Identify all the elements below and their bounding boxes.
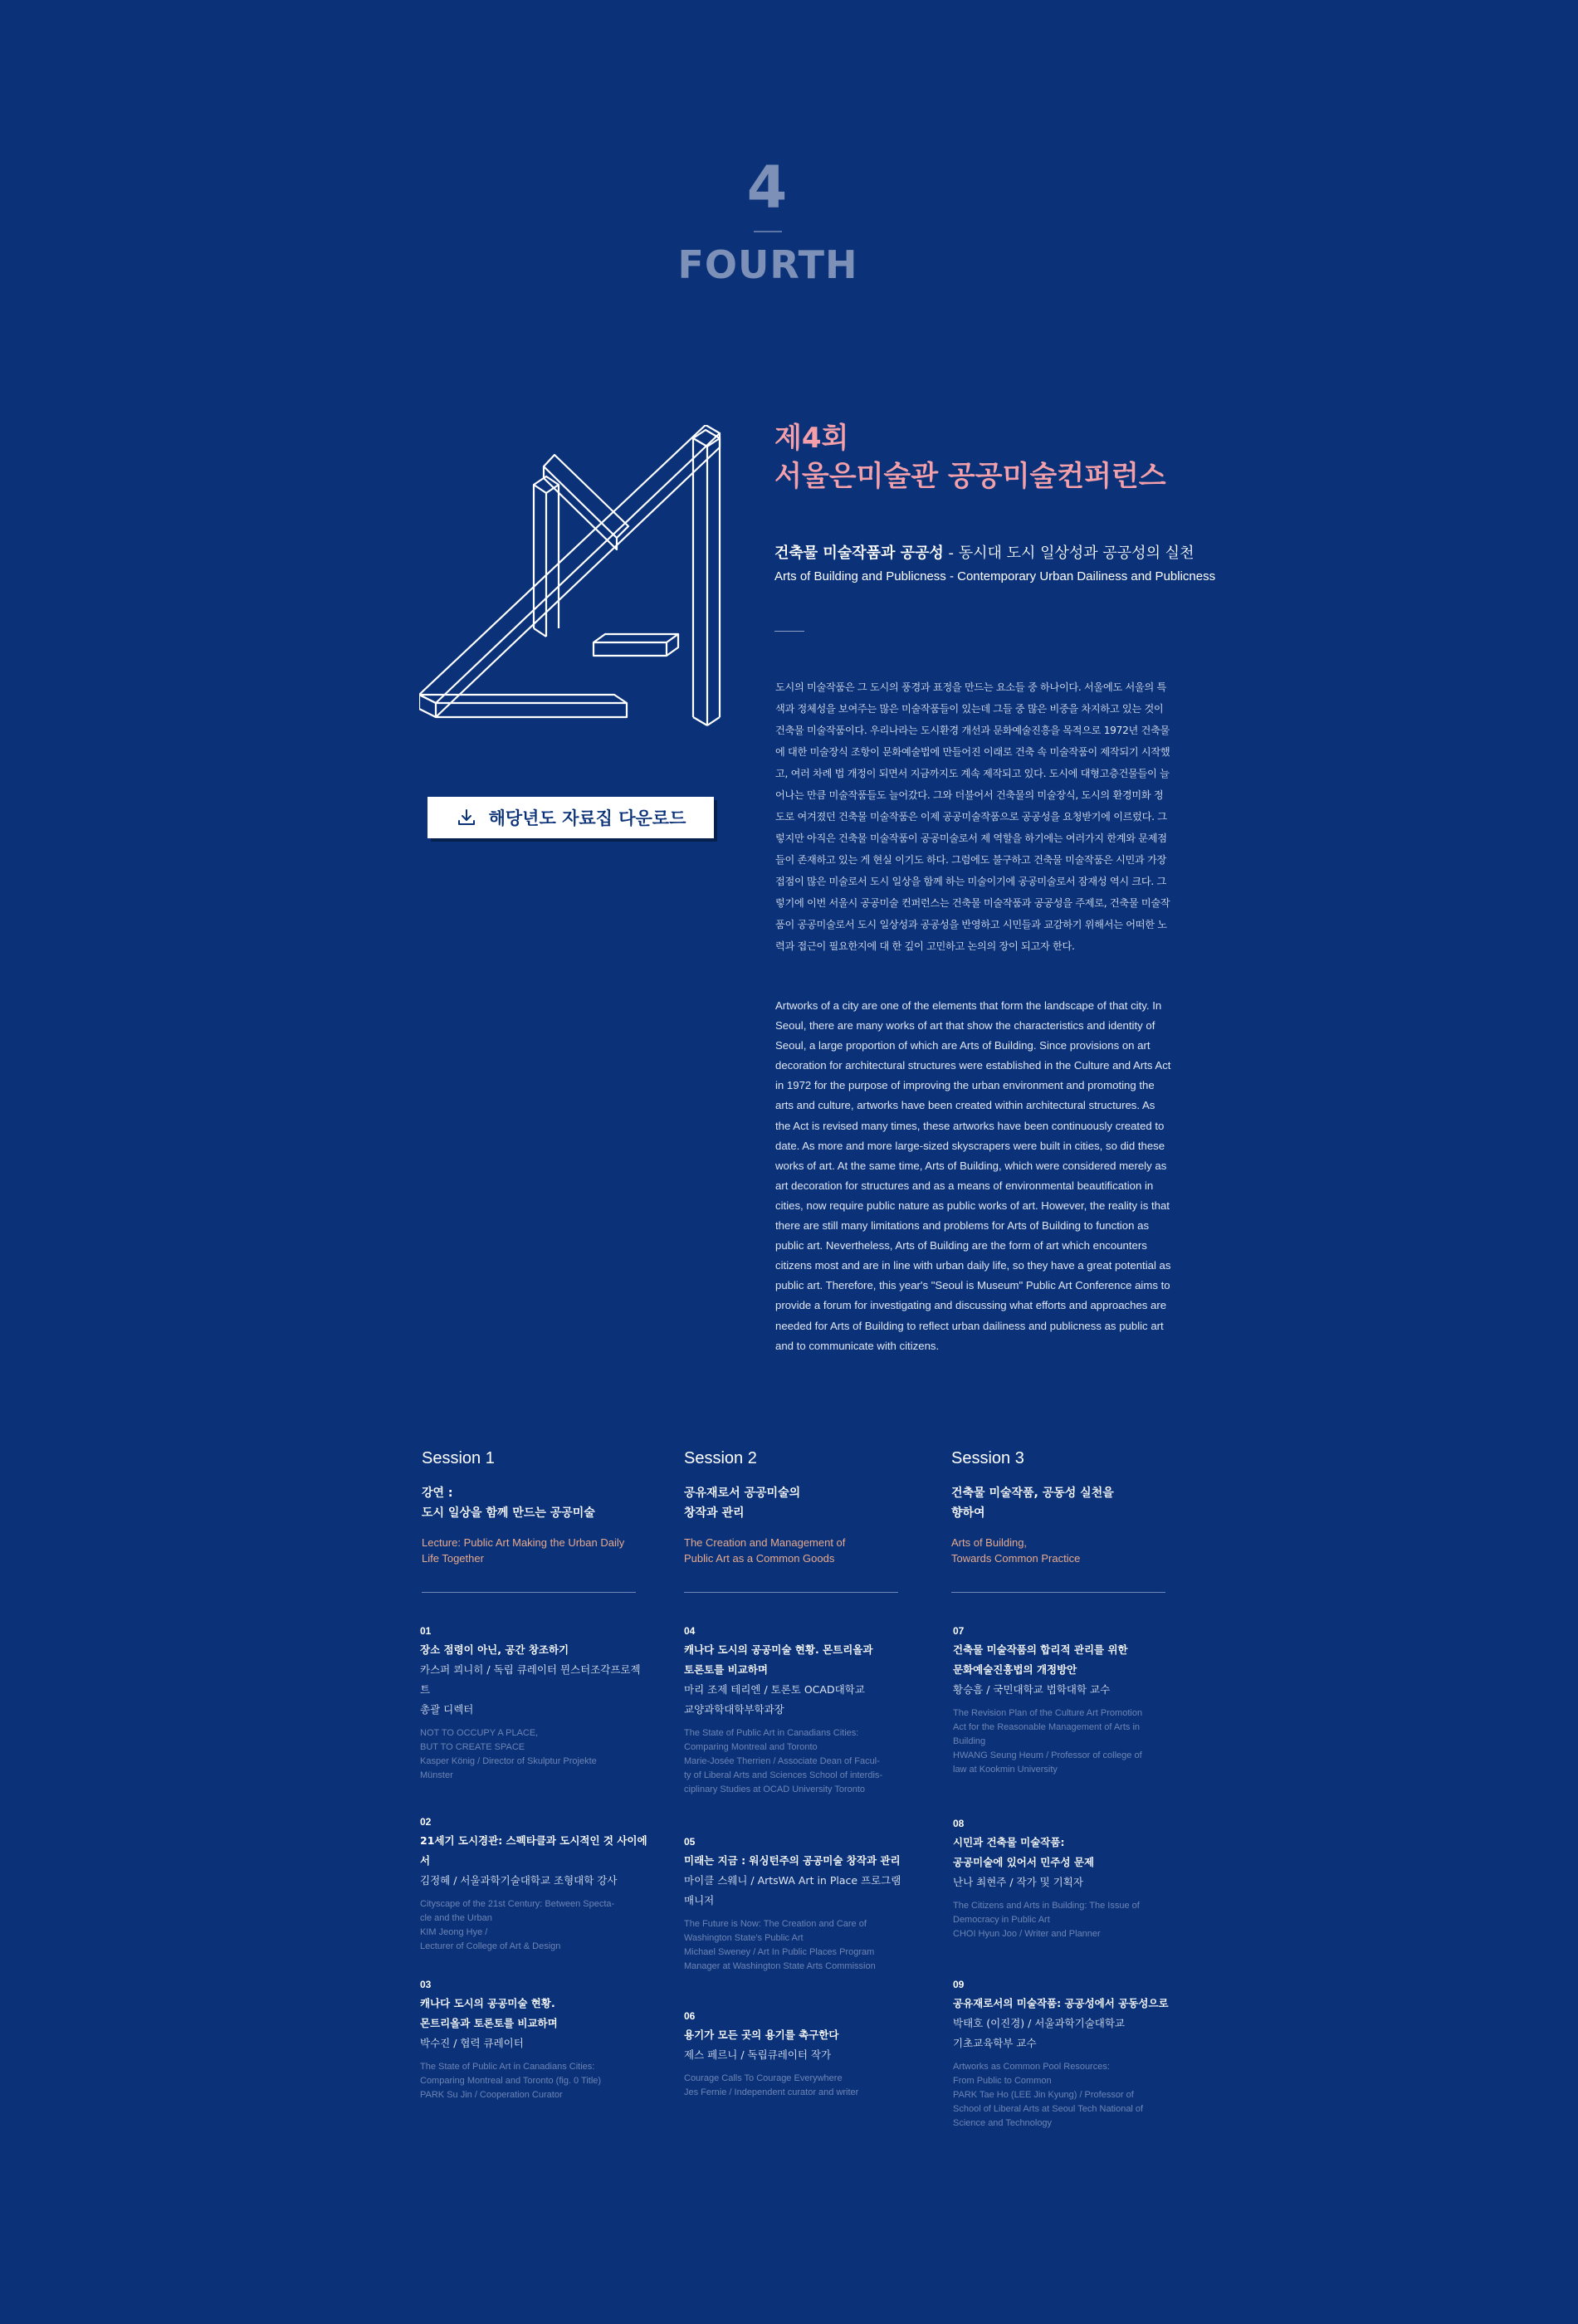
talk-title: 장소 점령이 아닌, 공간 창조하기 [420,1643,569,1656]
session-title: Session 1 [422,1449,495,1467]
talk-item [953,1979,1181,2131]
talk-english: The State of Public Art in Canadians Cities: Comparing Montreal and Toronto (fig. 0 Title) PARK Su Jin / Cooperation Curator [420,2062,602,2100]
talk-speaker: 카스퍼 쾨니히 / 독립 큐레이터 뮌스터조각프로젝트 총괄 디렉터 [420,1663,641,1716]
title-edition: 제4회 [774,422,849,455]
talk-number: 01 [420,1625,432,1637]
talk-title: 21세기 도시경관: 스펙타클과 도시적인 것 사이에서 [420,1834,647,1867]
talk-speaker: 박수진 / 협력 큐레이터 [420,2037,524,2049]
session-2 [684,1449,916,1566]
talk-speaker: 박태호 (이진경) / 서울과학기술대학교 기초교육학부 교수 [953,2017,1126,2049]
session-topic-en: Arts of Building, Towards Common Practice [951,1536,1081,1565]
talk-speaker: 황승흠 / 국민대학교 법학대학 교수 [953,1683,1111,1696]
intro-korean: 도시의 미술작품은 그 도시의 풍경과 표정을 만드는 요소들 중 하나이다. 서울에도 서울의 특색과 정체성을 보여주는 많은 미술작품들이 있는데 그들 중 많은 비중을 차지하고 있는 것이 건축물 미술작품이다. 우리나라는 도시환경 개선과 문화예술진흥을 목적으로 1972년 건축물에 대한 미술장식 조항이 문화예술법에 만들어진 이래로 건축 속 미술작품이 제작되기 시작했고, 여러 차례 법 개정이 되면서 지금까지도 계속 제작되고 있다. 도시에 대형고층건물들이 늘어나는 만큼 미술작품들도 늘어갔다. 그와 더불어서 건축물의 미술장식, 도시의 환경미화 정도로 여겨졌던 건축물 미술작품은 이제 공공미술작품으로 공공성을 요청받기에 이르렀다. 그렇지만 아직은 건축물 미술작품이 공공미술로서 제 역할을 하기에는 여러가지 한계와 문제점들이 존재하고 있는 게 현실 이기도 하다. 그럼에도 불구하고 건축물 미술작품은 시민과 가장 접점이 많은 미술로서 도시 일상을 함께 하는 미술이기에 공공미술로서 잠재성 역시 크다. 그렇기에 이번 서울시 공공미술 컨퍼런스는 건축물 미술작품과 공공성을 주제로, 건축물 미술작품이 공공미술로서 도시 일상성과 공공성을 반영하고 시민들과 교감하기 위해서는 어떠한 노력과 접근이 필요한지에 대 한 깊이 고민하고 논의의 장이 되고자 한다. [775,681,1170,952]
talk-title: 캐나다 도시의 공공미술 현황. 몬트리올과 토론토를 비교하며 [684,1643,873,1676]
talk-speaker: 마리 조제 테리엔 / 토론토 OCAD대학교 교양과학대학부학과장 [684,1683,865,1716]
conference-logo-icon [419,425,768,728]
conference-title [774,419,1166,496]
session-topic-ko: 공유재로서 공공미술의 창작과 관리 [684,1487,801,1520]
talk-number: 04 [684,1625,696,1637]
title-divider [774,631,804,632]
talk-item [684,1836,912,1974]
talk-title: 용기가 모든 곳의 용기를 촉구한다 [684,2029,839,2041]
talk-item [420,1625,648,1783]
subtitle-korean [774,541,1194,563]
talk-item [420,1816,648,1954]
talk-speaker: 제스 페르니 / 독립큐레이터 작가 [684,2048,832,2061]
talk-number: 06 [684,2010,696,2022]
talk-title: 공유재로서의 미술작품: 공공성에서 공동성으로 [953,1997,1169,2009]
session-topic-en: Lecture: Public Art Making the Urban Daily Life Together [422,1536,625,1565]
download-label: 해당년도 자료집 다운로드 [488,808,686,828]
talk-speaker: 마이클 스웨니 / ArtsWA Art in Place 프로그램 매니저 [684,1874,901,1907]
session-divider [684,1592,898,1593]
session-1 [422,1449,654,1566]
talk-english: The Future is Now: The Creation and Care of Washington State's Public Art Michael Sweney / Art In Public Places Program Manager at Washington State Arts Commission [684,1919,876,1971]
talk-number: 03 [420,1979,432,1990]
title-name: 서울은미술관 공공미술컨퍼런스 [774,460,1166,493]
talk-item [420,1979,648,2102]
talk-title: 시민과 건축물 미술작품: 공공미술에 있어서 민주성 문제 [953,1836,1095,1868]
talk-number: 02 [420,1816,432,1828]
session-divider [951,1592,1165,1593]
edition-word: FOURTH [677,242,858,287]
session-topic-en: The Creation and Management of Public Art as a Common Goods [684,1536,846,1565]
session-title: Session 2 [684,1449,757,1467]
talk-title: 캐나다 도시의 공공미술 현황. 몬트리올과 토론토를 비교하며 [420,1997,558,2029]
edition-number: 4 [746,154,789,222]
talk-number: 08 [953,1818,965,1829]
talk-english: The State of Public Art in Canadians Cities: Comparing Montreal and Toronto Marie-Josée Therrien / Associate Dean of Facul- ty of Liberal Arts and Sciences School of interdis- ciplinary Studies at OCAD University Toronto [684,1728,883,1794]
talk-number: 05 [684,1836,696,1848]
session-topic-ko: 건축물 미술작품, 공동성 실천을 향하여 [951,1487,1114,1520]
talk-item [953,1625,1181,1777]
talk-item [684,2010,912,2100]
download-icon [456,807,477,828]
intro-english: Artworks of a city are one of the elements that form the landscape of that city. In Seoul, there are many works of art that show the characteristics and identity of Seoul, a large proportion of which are Arts of Building. Since provisions on art decoration for architectural structures were established in the Culture and Arts Act in 1972 for the purpose of improving the urban environment and promoting the arts and culture, artworks have been created within architectural structures. As the Act is revised many times, these artworks have been continuously created to date. As more and more large-sized skyscrapers were built in cities, so did these works of art. At the same time, Arts of Building, which were considered merely as art decoration for structures and as a means of environmental beautification in cities, now require public nature as public works of art. However, the reality is that there are still many limitations and problems for Arts of Building to function as public art. Nevertheless, Arts of Building are the form of art which encounters citizens most and are in line with urban daily life, so they have a great potential as public art. Therefore, this year's "Seoul is Museum" Public Art Conference aims to provide a forum for investigating and discussing what efforts and approaches are needed for Arts of Building to reflect urban dailiness and publicness as public art and to communicate with citizens. [775,999,1171,1352]
talk-number: 07 [953,1625,965,1637]
session-3 [951,1449,1184,1566]
talk-english: Courage Calls To Courage Everywhere Jes Fernie / Independent curator and writer [684,2073,859,2097]
talk-item [953,1818,1181,1941]
session-title: Session 3 [951,1449,1024,1467]
talk-speaker: 김정혜 / 서울과학기술대학교 조형대학 강사 [420,1874,618,1887]
subtitle-english: Arts of Building and Publicness - Contemporary Urban Dailiness and Publicness [774,569,1216,583]
talk-title: 건축물 미술작품의 합리적 관리를 위한 문화예술진흥법의 개정방안 [953,1643,1128,1676]
download-archive-button[interactable] [427,797,714,838]
hero-divider [754,231,782,232]
subtitle-theme: 건축물 미술작품과 공공성 [774,544,944,562]
talk-english: Artworks as Common Pool Resources: From Public to Common PARK Tae Ho (LEE Jin Kyung) / Professor of School of Liberal Arts at Seoul Tech National of Science and Technology [953,2062,1144,2128]
talk-speaker: 난나 최현주 / 작가 및 기획자 [953,1876,1083,1888]
talk-title: 미래는 지금 : 워싱턴주의 공공미술 창작과 관리 [684,1854,901,1867]
talk-english: Cityscape of the 21st Century: Between Specta- cle and the Urban KIM Jeong Hye / Lecturer of College of Art & Design [420,1899,615,1951]
talk-english: The Revision Plan of the Culture Art Promotion Act for the Reasonable Management of Arts in Building HWANG Seung Heum / Professor of college of law at Kookmin University [953,1708,1143,1775]
talk-english: The Citizens and Arts in Building: The Issue of Democracy in Public Art CHOI Hyun Joo / Writer and Planner [953,1901,1140,1939]
talk-english: NOT TO OCCUPY A PLACE, BUT TO CREATE SPACE Kasper König / Director of Skulptur Projekte Münster [420,1728,597,1780]
talk-number: 09 [953,1979,965,1990]
session-topic-ko: 강연 : 도시 일상을 함께 만드는 공공미술 [422,1487,595,1520]
talk-item [684,1625,912,1797]
session-divider [422,1592,636,1593]
subtitle-theme-detail: - 동시대 도시 일상성과 공공성의 실천 [943,544,1194,562]
